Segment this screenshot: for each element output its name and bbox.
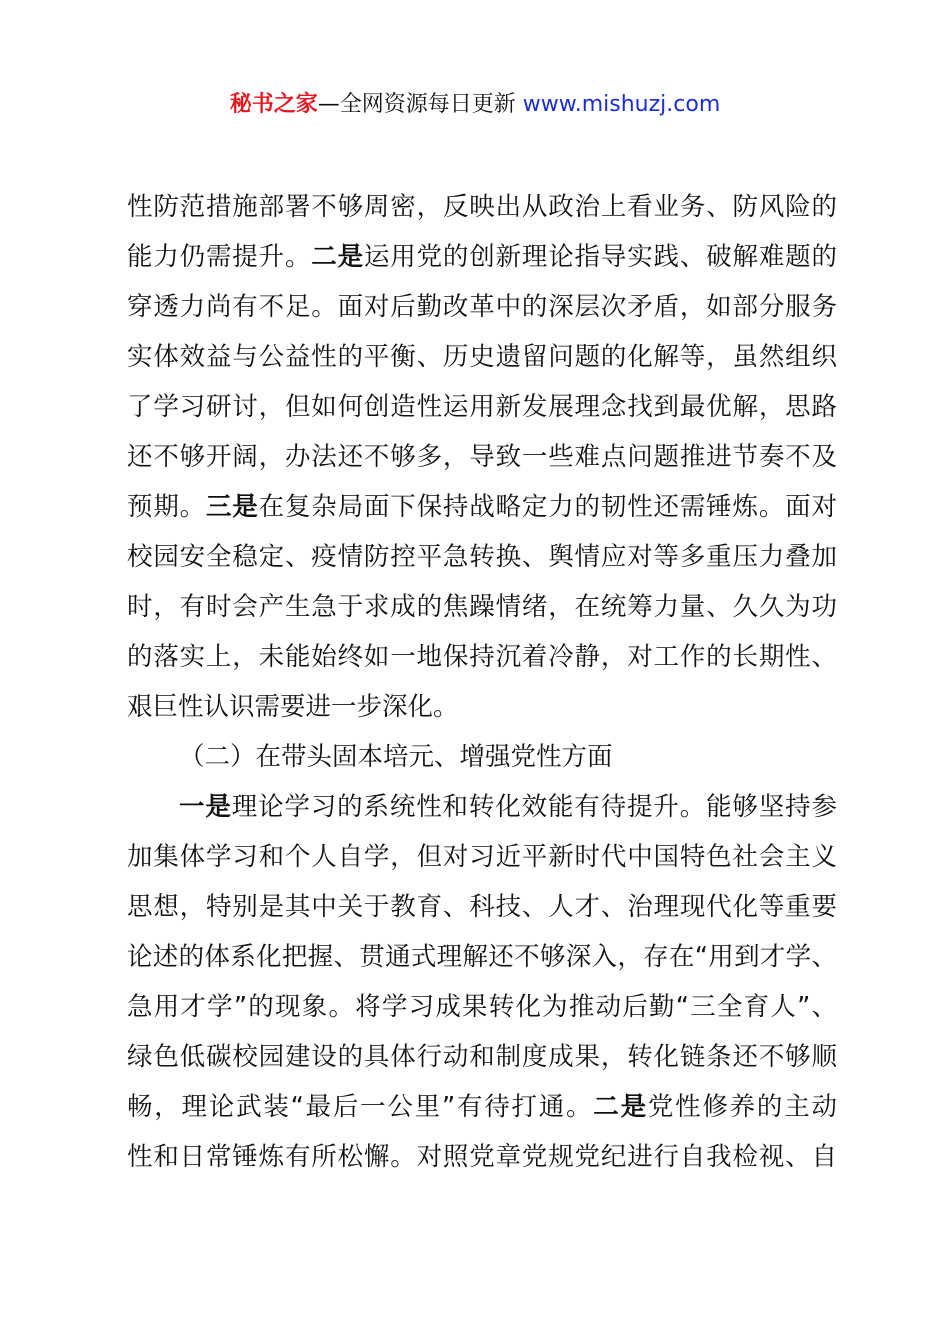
paragraph-line: 实体效益与公益性的平衡、历史遗留问题的化解等，虽然组织 (127, 342, 837, 372)
paragraph-line: 的落实上，未能始终如一地保持沉着冷静，对工作的长期性、 (127, 642, 837, 672)
section-heading: （二）在带头固本培元、增强党性方面 (179, 742, 613, 772)
bold-ordinal: 一是 (179, 792, 232, 822)
paragraph-line: 绿色低碳校园建设的具体行动和制度成果，转化链条还不够顺 (127, 1042, 837, 1072)
paragraph-line: 艰巨性认识需要进一步深化。 (127, 692, 459, 722)
paragraph-line: 性防范措施部署不够周密，反映出从政治上看业务、防风险的 (127, 192, 837, 222)
paragraph-line: 畅，理论武装“最后一公里”有待打通。二是党性修养的主动 (127, 1092, 837, 1122)
paragraph-line: 论述的体系化把握、贯通式理解还不够深入，存在“用到才学、 (127, 942, 837, 972)
document-body (127, 182, 837, 1182)
bold-ordinal: 二是 (593, 1092, 648, 1122)
bold-ordinal: 三是 (205, 492, 259, 522)
paragraph-line: 能力仍需提升。二是运用党的创新理论指导实践、破解难题的 (127, 242, 837, 272)
paragraph-line: 加集体学习和个人自学，但对习近平新时代中国特色社会主义 (127, 842, 837, 872)
paragraph-line: 思想，特别是其中关于教育、科技、人才、治理现代化等重要 (127, 892, 837, 922)
paragraph-line: 穿透力尚有不足。面对后勤改革中的深层次矛盾，如部分服务 (127, 292, 837, 322)
brand-name: 秘书之家 (229, 92, 318, 117)
paragraph-line: 了学习研讨，但如何创造性运用新发展理念找到最优解，思路 (127, 392, 837, 422)
bold-ordinal: 二是 (311, 242, 364, 272)
paragraph-line: 校园安全稳定、疫情防控平急转换、舆情应对等多重压力叠加 (127, 542, 837, 572)
header-tagline: —全网资源每日更新 (317, 92, 523, 117)
paragraph-line: 一是理论学习的系统性和转化效能有待提升。能够坚持参 (179, 792, 837, 822)
paragraph-line: 时，有时会产生急于求成的焦躁情绪，在统筹力量、久久为功 (127, 592, 837, 622)
paragraph-line: 急用才学”的现象。将学习成果转化为推动后勤“三全育人”、 (127, 992, 837, 1022)
paragraph-line: 性和日常锤炼有所松懈。对照党章党规党纪进行自我检视、自 (127, 1142, 837, 1172)
site-header (0, 86, 950, 124)
site-url-link[interactable]: www.mishuzj.com (522, 92, 721, 117)
paragraph-line: 还不够开阔，办法还不够多，导致一些难点问题推进节奏不及 (127, 442, 837, 472)
paragraph-line: 预期。三是在复杂局面下保持战略定力的韧性还需锤炼。面对 (127, 492, 837, 522)
